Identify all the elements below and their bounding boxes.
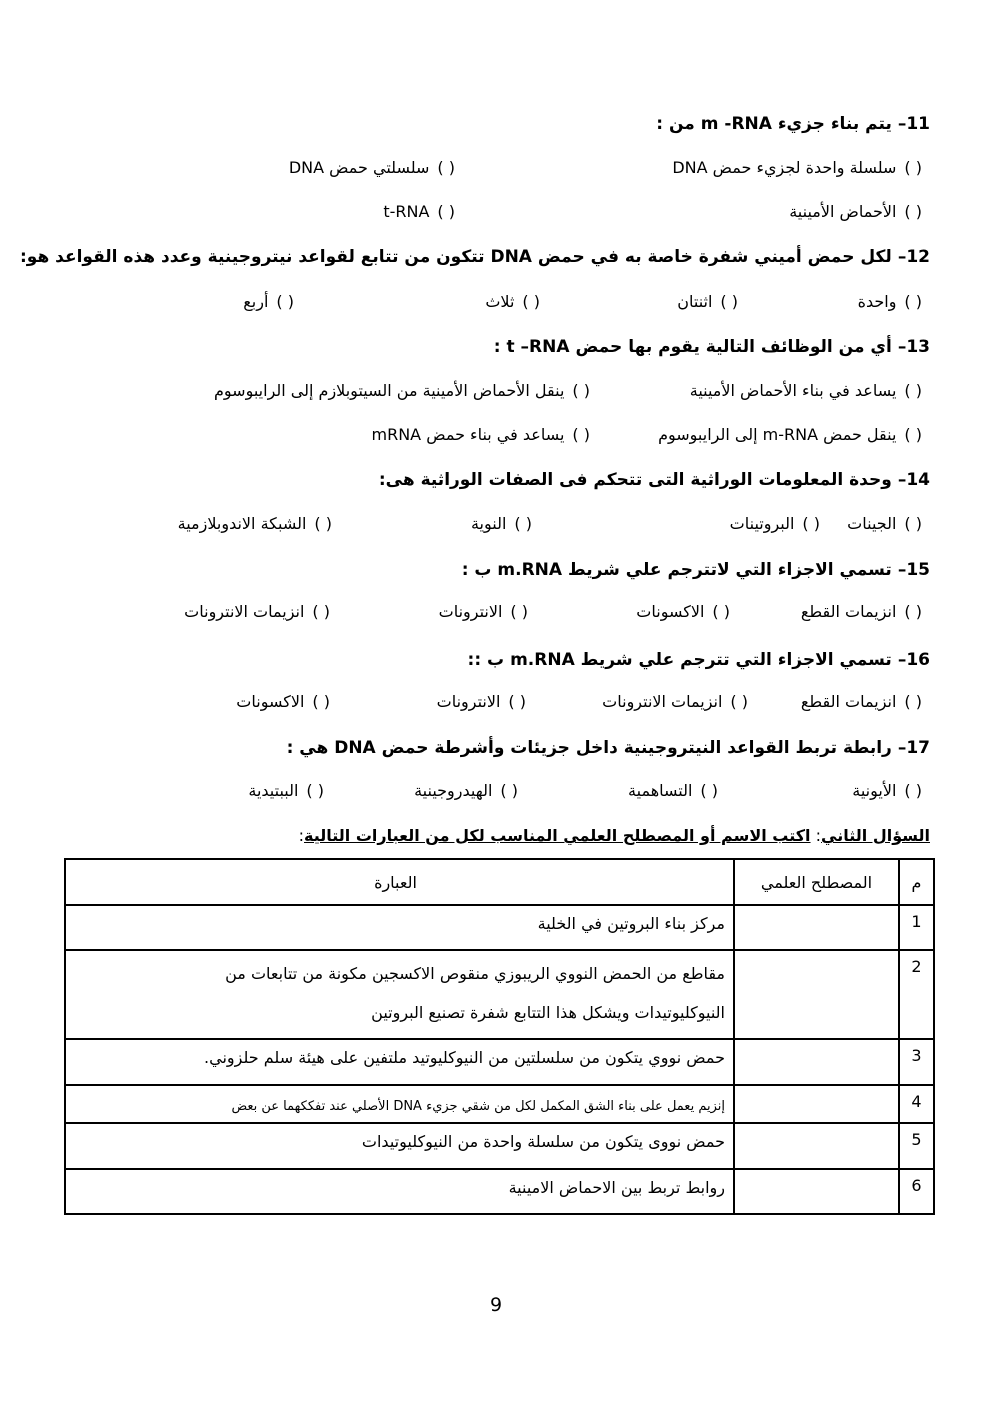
row-statement bbox=[65, 950, 734, 1039]
row-statement bbox=[65, 1169, 734, 1214]
option-label: انزيمات الانترونات bbox=[602, 692, 723, 711]
option-label: t-RNA bbox=[383, 202, 430, 221]
answer-box[interactable]: ( ) bbox=[802, 514, 820, 533]
question-12-options bbox=[60, 292, 930, 318]
option-d[interactable] bbox=[178, 514, 332, 533]
option-d[interactable] bbox=[372, 425, 591, 444]
answer-box[interactable]: ( ) bbox=[904, 158, 922, 177]
answer-box[interactable]: ( ) bbox=[904, 202, 922, 221]
section-2-instruction: اكتب الاسم أو المصطلح العلمي المناسب لكل من العبارات التالية bbox=[304, 826, 811, 845]
statement-text: حمض نووي يتكون من سلسلتين من النيوكليوتيد ملتفين على هيئة سلم حلزوني. bbox=[204, 1048, 725, 1067]
option-b[interactable] bbox=[730, 514, 820, 533]
answer-box[interactable]: ( ) bbox=[437, 158, 455, 177]
table-row bbox=[65, 1123, 934, 1169]
question-text: يتم بناء جزيء m -RNA من : bbox=[656, 114, 892, 134]
table-row bbox=[65, 1085, 934, 1123]
option-d[interactable] bbox=[248, 781, 324, 800]
answer-box[interactable]: ( ) bbox=[508, 692, 526, 711]
option-label: انزيمات القطع bbox=[800, 602, 897, 621]
option-label: الشبكة الاندوبلازمية bbox=[177, 514, 307, 533]
answer-box[interactable]: ( ) bbox=[904, 602, 922, 621]
question-12 bbox=[19, 247, 930, 267]
question-number: 16– bbox=[897, 650, 930, 670]
table-row bbox=[65, 905, 934, 950]
row-number: 4 bbox=[899, 1085, 934, 1123]
statement-text: مقاطع من الحمض النووي الريبوزي منقوص الاكسجين مكونة من تتابعات من bbox=[225, 964, 725, 983]
option-c[interactable] bbox=[471, 514, 532, 533]
option-b[interactable] bbox=[677, 292, 738, 311]
answer-box[interactable]: ( ) bbox=[500, 781, 518, 800]
question-number: 17– bbox=[897, 738, 930, 758]
row-number: 2 bbox=[899, 950, 934, 1039]
question-11-options-row-2 bbox=[60, 202, 930, 228]
option-label: البروتينات bbox=[729, 514, 795, 533]
option-label: يساعد في بناء حمض mRNA bbox=[371, 425, 565, 444]
row-statement bbox=[65, 1039, 734, 1085]
option-b[interactable] bbox=[214, 381, 590, 400]
option-label: الجينات bbox=[847, 514, 897, 533]
option-label: واحدة bbox=[857, 292, 897, 311]
question-number: 11– bbox=[897, 114, 930, 134]
question-14 bbox=[60, 470, 930, 490]
answer-box[interactable]: ( ) bbox=[904, 381, 922, 400]
answer-box[interactable]: ( ) bbox=[306, 781, 324, 800]
header-text: العبارة bbox=[65, 859, 734, 905]
question-14-options bbox=[60, 514, 930, 540]
answer-box[interactable]: ( ) bbox=[514, 514, 532, 533]
option-label: الانترونات bbox=[436, 692, 501, 711]
row-statement bbox=[65, 1085, 734, 1123]
option-label: ينقل حمض m-RNA إلى الرايبوسوم bbox=[658, 425, 897, 444]
answer-box[interactable]: ( ) bbox=[522, 292, 540, 311]
terms-table bbox=[64, 858, 935, 1215]
term-answer-cell[interactable] bbox=[734, 1169, 899, 1214]
section-2-heading bbox=[299, 826, 930, 845]
answer-box[interactable]: ( ) bbox=[904, 292, 922, 311]
option-a[interactable] bbox=[672, 158, 922, 177]
term-answer-cell[interactable] bbox=[734, 950, 899, 1039]
page-number: 9 bbox=[489, 1294, 503, 1316]
answer-box[interactable]: ( ) bbox=[904, 425, 922, 444]
option-label: يساعد في بناء الأحماض الأمينية bbox=[689, 381, 897, 400]
question-15-options bbox=[60, 602, 930, 628]
question-number: 12– bbox=[897, 247, 930, 267]
option-c[interactable] bbox=[437, 692, 526, 711]
question-13-options-row-1 bbox=[60, 381, 930, 407]
option-label: التساهمية bbox=[628, 781, 693, 800]
table-header-row bbox=[65, 859, 934, 905]
option-a[interactable] bbox=[801, 602, 922, 621]
option-c[interactable] bbox=[789, 202, 922, 221]
option-a[interactable] bbox=[858, 292, 922, 311]
answer-box[interactable]: ( ) bbox=[730, 692, 748, 711]
option-label: الانترونات bbox=[438, 602, 503, 621]
question-number: 15– bbox=[897, 560, 930, 580]
option-b[interactable] bbox=[289, 158, 455, 177]
answer-box[interactable]: ( ) bbox=[904, 781, 922, 800]
answer-box[interactable]: ( ) bbox=[572, 381, 590, 400]
option-c[interactable] bbox=[658, 425, 922, 444]
answer-box[interactable]: ( ) bbox=[572, 425, 590, 444]
question-17-options bbox=[60, 781, 930, 807]
statement-text: روابط تربط بين الاحماض الامينية bbox=[508, 1178, 725, 1197]
option-label: سلسلتي حمض DNA bbox=[288, 158, 430, 177]
option-b[interactable] bbox=[602, 692, 748, 711]
question-11 bbox=[60, 114, 930, 134]
option-b[interactable] bbox=[636, 602, 730, 621]
term-answer-cell[interactable] bbox=[734, 1039, 899, 1085]
answer-box[interactable]: ( ) bbox=[314, 514, 332, 533]
question-16-options bbox=[60, 692, 930, 718]
question-16 bbox=[60, 650, 930, 670]
question-15 bbox=[60, 560, 930, 580]
question-text: وحدة المعلومات الوراثية التى تتحكم فى الصفات الوراثية هى: bbox=[378, 470, 892, 490]
option-label: الهيدروجينية bbox=[414, 781, 493, 800]
row-number: 3 bbox=[899, 1039, 934, 1085]
statement-text: حمض نووى يتكون من سلسلة واحدة من النيوكليوتيدات bbox=[361, 1132, 725, 1151]
option-label: ثلاث bbox=[485, 292, 515, 311]
answer-box[interactable]: ( ) bbox=[510, 602, 528, 621]
question-text: لكل حمض أميني شفرة خاصة به في حمض DNA تتكون من تتابع لقواعد نيتروجينية وعدد هذه القواعد هو: bbox=[19, 247, 892, 267]
answer-box[interactable]: ( ) bbox=[720, 292, 738, 311]
table-row bbox=[65, 1169, 934, 1214]
option-label: انزيمات القطع bbox=[800, 692, 897, 711]
option-label: اثنتان bbox=[677, 292, 713, 311]
table-row bbox=[65, 950, 934, 1039]
option-a[interactable] bbox=[690, 381, 922, 400]
question-17 bbox=[60, 738, 930, 758]
question-text: رابطة تربط القواعد النيتروجينية داخل جزيئات وأشرطة حمض DNA هي : bbox=[286, 738, 892, 758]
statement-text-line-2: النيوكليوتيدات ويشكل هذا التتابع شفرة تصنيع البروتين bbox=[371, 1003, 725, 1022]
option-d[interactable] bbox=[236, 692, 330, 711]
row-number: 6 bbox=[899, 1169, 934, 1214]
question-text: تسمي الاجزاء التي لاتترجم علي شريط m.RNA ب : bbox=[461, 560, 892, 580]
option-label: الببتيدية bbox=[248, 781, 299, 800]
section-2-label: السؤال الثاني bbox=[821, 826, 930, 845]
option-label: الأيونية bbox=[852, 781, 897, 800]
answer-box[interactable]: ( ) bbox=[712, 602, 730, 621]
option-label: انزيمات الانترونات bbox=[184, 602, 305, 621]
question-text: أي من الوظائف التالية يقوم بها حمض t –RNA : bbox=[493, 337, 892, 357]
answer-box[interactable]: ( ) bbox=[904, 514, 922, 533]
option-d[interactable] bbox=[243, 292, 294, 311]
term-answer-cell[interactable] bbox=[734, 1123, 899, 1169]
option-c[interactable] bbox=[485, 292, 540, 311]
row-statement bbox=[65, 1123, 734, 1169]
answer-box[interactable]: ( ) bbox=[312, 692, 330, 711]
answer-box[interactable]: ( ) bbox=[437, 202, 455, 221]
option-a[interactable] bbox=[801, 692, 922, 711]
question-number: 13– bbox=[897, 337, 930, 357]
term-answer-cell[interactable] bbox=[734, 905, 899, 950]
option-label: الأحماض الأمينية bbox=[789, 202, 897, 221]
term-answer-cell[interactable] bbox=[734, 1085, 899, 1123]
question-13-options-row-2 bbox=[60, 425, 930, 451]
option-label: أربع bbox=[243, 292, 269, 311]
question-text: تسمي الاجزاء التي تترجم علي شريط m.RNA ب :: bbox=[467, 650, 892, 670]
statement-text: مركز بناء البروتين في الخلية bbox=[537, 914, 725, 933]
option-label: ينقل الأحماض الأمينية من السيتوبلازم إلى الرايبوسوم bbox=[214, 381, 565, 400]
option-a[interactable] bbox=[852, 781, 922, 800]
question-number: 14– bbox=[897, 470, 930, 490]
option-d[interactable] bbox=[184, 602, 330, 621]
question-13 bbox=[60, 337, 930, 357]
question-11-options-row-1 bbox=[60, 158, 930, 184]
option-c[interactable] bbox=[439, 602, 528, 621]
statement-text: إنزيم يعمل على بناء الشق المكمل لكل من شقي جزيء DNA الأصلي عند تفككهما عن بعض bbox=[231, 1099, 725, 1114]
option-label: الاكسونات bbox=[236, 692, 305, 711]
answer-box[interactable]: ( ) bbox=[904, 692, 922, 711]
row-statement bbox=[65, 905, 734, 950]
option-label: سلسلة واحدة لجزيء حمض DNA bbox=[672, 158, 897, 177]
row-number: 5 bbox=[899, 1123, 934, 1169]
table-row bbox=[65, 1039, 934, 1085]
row-number: 1 bbox=[899, 905, 934, 950]
option-label: الاكسونات bbox=[636, 602, 705, 621]
answer-box[interactable]: ( ) bbox=[312, 602, 330, 621]
option-a[interactable] bbox=[847, 514, 922, 533]
section-2-separator: : bbox=[810, 826, 822, 845]
option-b[interactable] bbox=[628, 781, 718, 800]
section-2-end: : bbox=[298, 826, 304, 845]
answer-box[interactable]: ( ) bbox=[276, 292, 294, 311]
header-term: المصطلح العلمي bbox=[734, 859, 899, 905]
header-num: م bbox=[899, 859, 934, 905]
option-c[interactable] bbox=[414, 781, 518, 800]
answer-box[interactable]: ( ) bbox=[700, 781, 718, 800]
option-label: النوية bbox=[470, 514, 507, 533]
option-d[interactable] bbox=[383, 202, 455, 221]
